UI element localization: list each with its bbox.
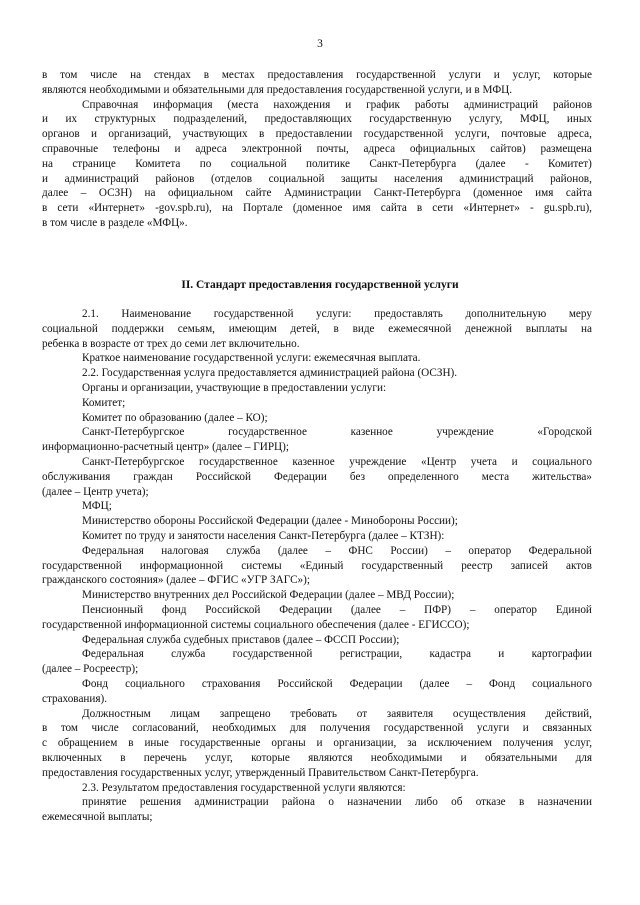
text-line: Пенсионный фонд Российской Федерации (далее – ПФР) – оператор Единой	[82, 603, 592, 616]
section-heading: II. Стандарт предоставления государственной услуги	[181, 279, 459, 291]
text-line: Федеральная служба государственной регистрации, кадастра и картографии	[82, 648, 592, 661]
text-line: ежемесячной выплаты;	[42, 811, 153, 824]
text-line: органов и организаций, участвующих в предоставлении государственной услуги, почтовые адреса,	[42, 128, 592, 141]
text-line: предоставления государственных услуг, утвержденный Правительством Санкт-Петербурга.	[42, 766, 479, 779]
text-line: (далее – Центр учета);	[42, 485, 149, 498]
text-line: социальной поддержки семьям, имеющим детей, в виде ежемесячной денежной выплаты на	[42, 322, 592, 335]
text-line: гражданского состояния» (далее – ФГИС «УГР ЗАГС»);	[42, 574, 310, 587]
intro-paragraphs	[42, 68, 592, 231]
text-line: Федеральная налоговая служба (далее – ФНС России) – оператор Федеральной	[82, 544, 592, 557]
text-line: 2.2. Государственная услуга предоставляется администрацией района (ОСЗН).	[82, 367, 458, 380]
text-line: с обращением в иные государственные органы и организации, за исключением получения услуг,	[42, 737, 592, 750]
text-line: Комитет по труду и занятости населения Санкт-Петербурга (далее – КТЗН):	[82, 529, 445, 542]
text-line: Санкт-Петербургское государственное казенное учреждение «Центр учета и социального	[82, 455, 592, 468]
text-line: страхования).	[42, 692, 108, 705]
text-line: Министерство обороны Российской Федерации (далее - Минобороны России);	[82, 515, 458, 528]
text-line: в том числе в разделе «МФЦ».	[42, 216, 188, 229]
text-line: на странице Комитета по социальной политике Санкт-Петербурга (далее - Комитет)	[42, 157, 592, 170]
text-line: и администраций районов (отделов социальной защиты населения администраций районов,	[42, 172, 592, 185]
text-line: Фонд социального страхования Российской Федерации (далее – Фонд социального	[82, 677, 592, 690]
page-number: 3	[317, 38, 323, 50]
text-line: МФЦ;	[82, 500, 112, 513]
text-line: Органы и организации, участвующие в предоставлении услуги:	[82, 381, 387, 394]
text-line: государственной информационной системы «Единый государственный реестр записей актов	[42, 559, 592, 572]
text-line: принятие решения администрации района о назначении либо об отказе в назначении	[82, 796, 592, 809]
text-line: ребенка в возрасте от трех до семи лет включительно.	[42, 337, 300, 350]
text-line: информационно-расчетный центр» (далее – ГИРЦ);	[42, 441, 289, 454]
text-line: Комитет по образованию (далее – КО);	[82, 411, 268, 424]
text-line: Комитет;	[82, 396, 126, 409]
text-line: Справочная информация (места нахождения и график работы администраций районов	[82, 98, 592, 111]
text-line: (далее – Росреестр);	[42, 663, 139, 676]
text-line: 2.1. Наименование государственной услуги: предоставлять дополнительную меру	[82, 308, 592, 320]
text-line: далее – ОСЗН) на официальном сайте Администрации Санкт-Петербурга (доменное имя сайта	[42, 187, 592, 200]
text-line: Краткое наименование государственной услуги: ежемесячная выплата.	[82, 352, 421, 365]
text-line: и их структурных подразделений, предоставляющих государственную услугу, МФЦ, иных	[42, 113, 592, 126]
text-line: в том числе согласований, необходимых для получения государственной услуги и связанных	[42, 722, 592, 735]
text-line: обслуживания граждан Российской Федерации без определенного места жительства»	[42, 470, 592, 483]
text-line: являются необходимыми и обязательными для предоставления государственной услуги, и в МФЦ.	[42, 83, 513, 96]
text-line: в сети «Интернет» -gov.spb.ru), на Портале (доменное имя сайта в сети «Интернет» - gu.spb.ru),	[42, 202, 592, 215]
text-line: Должностным лицам запрещено требовать от заявителя осуществления действий,	[82, 707, 592, 720]
text-line: государственной информационной системы социального обеспечения (далее - ЕГИССО);	[42, 618, 470, 631]
text-line: в том числе на стендах в местах предоставления государственной услуги и услуг, которые	[42, 69, 592, 81]
text-line: 2.3. Результатом предоставления государственной услуги являются:	[82, 781, 406, 794]
text-line: справочные телефоны и адреса электронной почты, адреса официальных сайтов) размещена	[42, 142, 592, 155]
text-line: включенных в перечень услуг, которые являются необходимыми и обязательными для	[42, 751, 592, 764]
text-line: Федеральная служба судебных приставов (далее – ФССП России);	[82, 633, 400, 646]
text-line: Министерство внутренних дел Российской Федерации (далее – МВД России);	[82, 589, 455, 602]
text-line: Санкт-Петербургское государственное казенное учреждение «Городской	[82, 426, 592, 439]
section-body	[42, 307, 592, 825]
